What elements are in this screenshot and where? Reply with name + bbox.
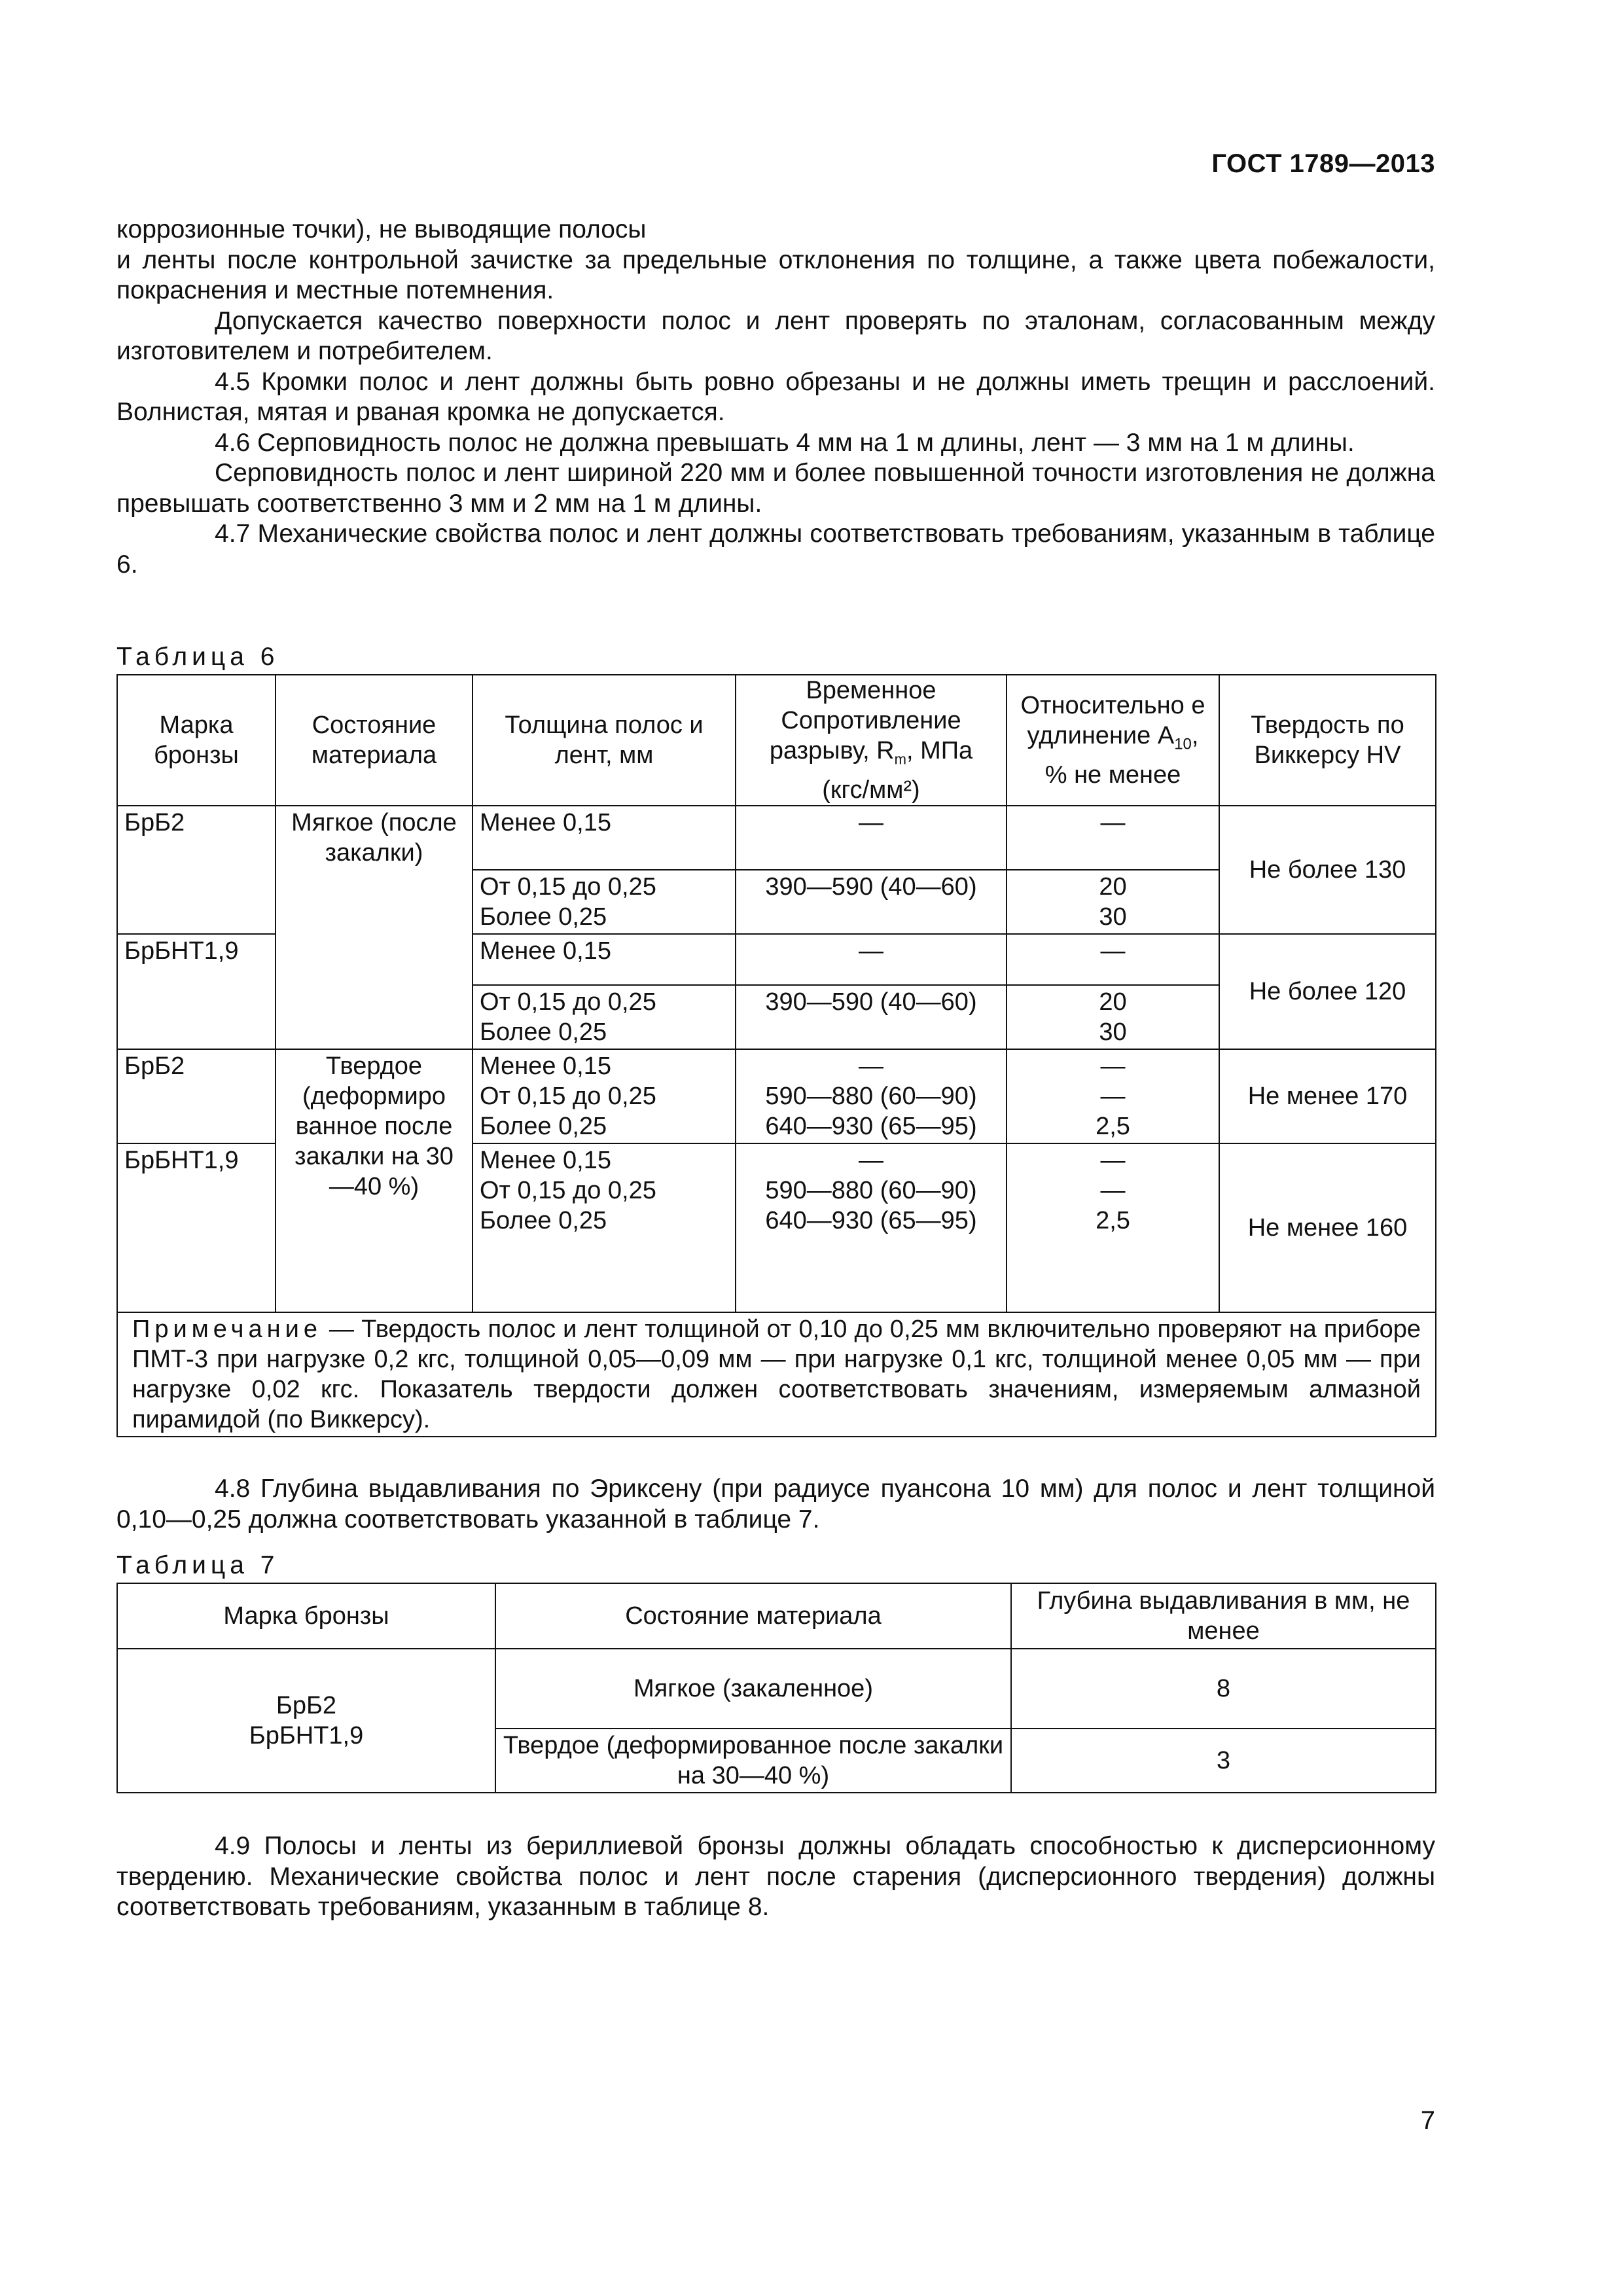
cell-thickness: Менее 0,15 От 0,15 до 0,25 Более 0,25 xyxy=(473,1143,736,1312)
cell-grade: БрБНТ1,9 xyxy=(117,934,276,1049)
cell-strength: — 590—880 (60—90) 640—930 (65—95) xyxy=(736,1143,1007,1312)
paragraph: Серповидность полос и лент шириной 220 мм и более повышенной точности изготовления не должна превышать соответственно 3 мм и 2 мм на 1 м длины. xyxy=(116,459,1435,518)
cell-grade: БрБ2 xyxy=(117,806,276,934)
table-header-row xyxy=(117,1583,1436,1649)
cell-strength: — xyxy=(736,934,1007,985)
cell-elongation: — xyxy=(1007,806,1219,870)
paragraph-4-7: 4.7 Механические свойства полос и лент должны соответствовать требованиям, указанным в таблице 6. xyxy=(116,520,1435,579)
paragraph-line: коррозионные точки), не выводящие полосы xyxy=(116,215,647,243)
page-number: 7 xyxy=(1420,2106,1435,2135)
cell-thickness: Менее 0,15 xyxy=(473,806,736,870)
table-header-row xyxy=(117,675,1436,806)
cell-depth: 3 xyxy=(1011,1729,1436,1793)
cell-elongation: — — 2,5 xyxy=(1007,1049,1219,1143)
cell-state: Твердое (деформированное после закалки на 30—40 %) xyxy=(495,1729,1011,1793)
table-7-caption: Таблица 7 xyxy=(116,1551,279,1579)
cell-grade: БрБ2 xyxy=(117,1049,276,1143)
cell-state: Твердое (деформиро ванное после закалки на 30—40 %) xyxy=(276,1049,473,1312)
cell-thickness: Менее 0,15 xyxy=(473,934,736,985)
header-depth: Глубина выдавливания в мм, не менее xyxy=(1011,1583,1436,1649)
cell-grades: БрБ2 БрБНТ1,9 xyxy=(117,1649,495,1793)
table-row xyxy=(117,1049,1436,1143)
cell-hardness: Не более 120 xyxy=(1219,934,1436,1049)
paragraph: Допускается качество поверхности полос и лент проверять по эталонам, согласованным между изготовителем и потребителем. xyxy=(116,306,1435,365)
header-thickness: Толщина полос и лент, мм xyxy=(473,675,736,806)
cell-grade: БрБНТ1,9 xyxy=(117,1143,276,1312)
cell-hardness: Не менее 160 xyxy=(1219,1143,1436,1312)
paragraph-4-5: 4.5 Кромки полос и лент должны быть ровно обрезаны и не должны иметь трещин и расслоений. Волнистая, мятая и рваная кромка не допускается. xyxy=(116,367,1435,426)
table-note-row xyxy=(117,1312,1436,1437)
table-6 xyxy=(116,674,1436,1437)
cell-thickness: От 0,15 до 0,25 Более 0,25 xyxy=(473,985,736,1049)
intro-text xyxy=(116,215,1435,580)
header-state: Состояние материала xyxy=(276,675,473,806)
cell-elongation: — — 2,5 xyxy=(1007,1143,1219,1312)
table-row xyxy=(117,1649,1436,1729)
cell-hardness: Не менее 170 xyxy=(1219,1049,1436,1143)
paragraph-4-6: 4.6 Серповидность полос не должна превышать 4 мм на 1 м длины, лент — 3 мм на 1 м длины. xyxy=(215,428,1355,457)
header-strength: Временное Сопротивление разрыву, $R_m$, МПа (кгс/мм²) xyxy=(736,675,1007,806)
header-state: Состояние материала xyxy=(495,1583,1011,1649)
paragraph: и ленты после контрольной зачистке за предельные отклонения по толщине, а также цвета побежалости, покраснения и местные потемнения. xyxy=(116,245,1435,304)
table-row xyxy=(117,806,1436,870)
cell-depth: 8 xyxy=(1011,1649,1436,1729)
paragraph-4-9: 4.9 Полосы и ленты из бериллиевой бронзы должны обладать способностью к дисперсионному твердению. Механические свойства полос и лент после старения (дисперсионного твердения) должны соответствовать требованиям, указанным в таблице 8. xyxy=(116,1832,1435,1921)
cell-thickness: От 0,15 до 0,25 Более 0,25 xyxy=(473,870,736,934)
cell-strength: — xyxy=(736,806,1007,870)
cell-state: Мягкое (после закалки) xyxy=(276,806,473,1049)
note-label: Примечание xyxy=(132,1315,322,1343)
table-7 xyxy=(116,1583,1436,1793)
section-4-8 xyxy=(116,1474,1435,1535)
table-6-caption: Таблица 6 xyxy=(116,643,279,671)
cell-elongation: 20 30 xyxy=(1007,985,1219,1049)
table-note xyxy=(117,1312,1436,1437)
document-code: ГОСТ 1789—2013 xyxy=(1211,149,1435,178)
section-4-9 xyxy=(116,1831,1435,1923)
header-grade: Марка бронзы xyxy=(117,1583,495,1649)
cell-thickness: Менее 0,15 От 0,15 до 0,25 Более 0,25 xyxy=(473,1049,736,1143)
header-grade: Марка бронзы xyxy=(117,675,276,806)
cell-hardness: Не более 130 xyxy=(1219,806,1436,934)
cell-strength: 390—590 (40—60) xyxy=(736,870,1007,934)
paragraph-4-8: 4.8 Глубина выдавливания по Эриксену (при радиусе пуансона 10 мм) для полос и лент толщиной 0,10—0,25 должна соответствовать указанной в таблице 7. xyxy=(116,1475,1435,1534)
header-hardness: Твердость по Виккерсу HV xyxy=(1219,675,1436,806)
header-elongation: Относительно е удлинение $А_{10}$, % не менее xyxy=(1007,675,1219,806)
note-text: — Твердость полос и лент толщиной от 0,10 до 0,25 мм включительно проверяют на приборе ПМТ-3 при нагрузке 0,2 кгс, толщиной 0,05—0,09 мм — при нагрузке 0,1 кгс, толщиной менее 0,05 мм — при нагрузке 0,02 кгс. Показатель твердости должен соответствовать значениям, измеряемым алмазной пирамидой (по Виккерсу). xyxy=(132,1315,1421,1433)
cell-elongation: 20 30 xyxy=(1007,870,1219,934)
cell-state: Мягкое (закаленное) xyxy=(495,1649,1011,1729)
cell-elongation: — xyxy=(1007,934,1219,985)
cell-strength: 390—590 (40—60) xyxy=(736,985,1007,1049)
cell-strength: — 590—880 (60—90) 640—930 (65—95) xyxy=(736,1049,1007,1143)
